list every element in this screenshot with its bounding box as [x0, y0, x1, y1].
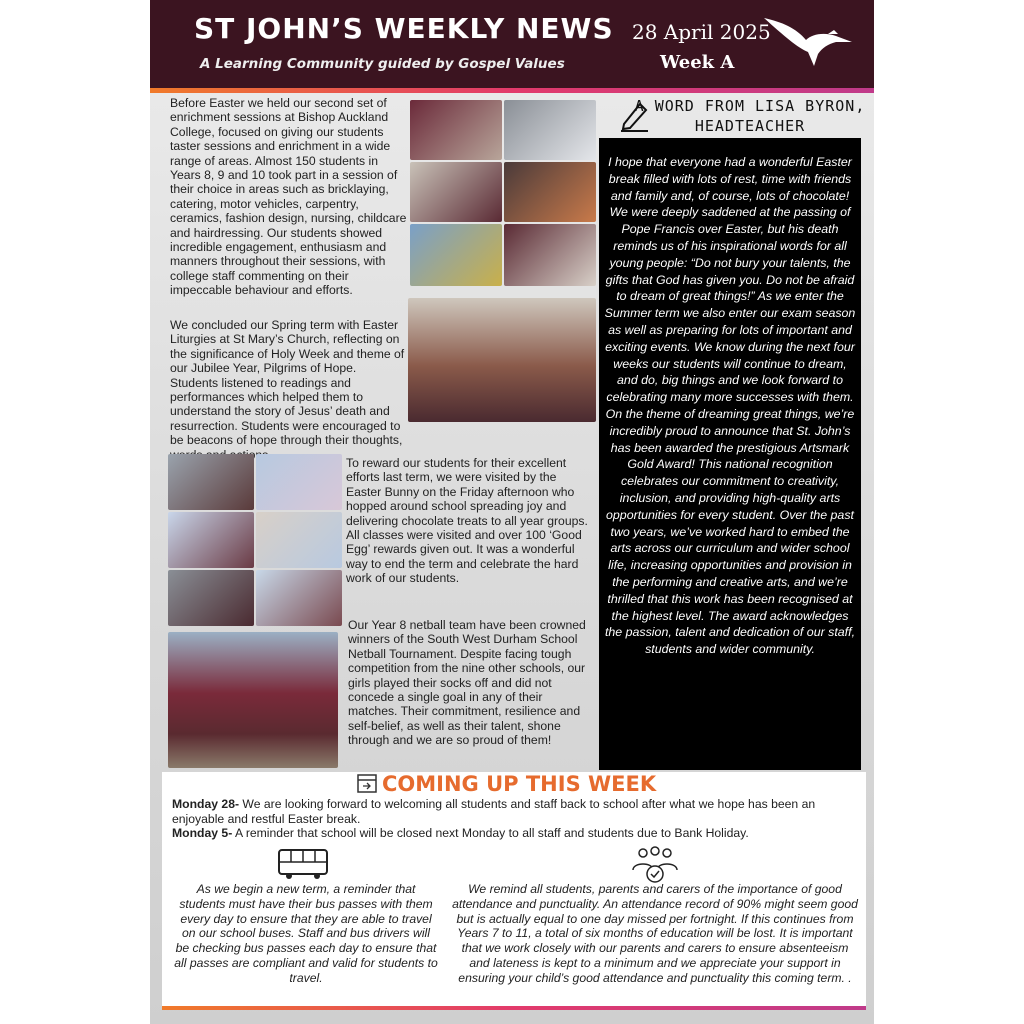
enrichment-photo-1: [410, 100, 502, 160]
headteacher-heading-line1: A WORD FROM LISA BYRON,: [634, 97, 866, 115]
easter-liturgies-article: We concluded our Spring term with Easter Liturgies at St Mary’s Church, reflecting on the significance of Holy Week and theme of our Jubilee Year, Pilgrims of Hope. Students listened to readings and performances which helped them to understand the story of Jesus’ death and resurrection. Students were encouraged to be beacons of hope through their thoughts,: [170, 318, 405, 448]
headteacher-heading-line2: HEADTEACHER: [694, 117, 806, 135]
issue-week: Week A: [660, 52, 735, 73]
bunny-photo-1: [168, 454, 254, 510]
headteacher-heading: [630, 96, 870, 136]
enrichment-article: Before Easter we held our second set of enrichment sessions at Bishop Auckland College, focused on giving our students taster sessions and enrichment in a wide range of areas. Almost 150 students in Years 8, 9 and 10 took part in a session of their choice in areas such as bricklaying, catering, motor vehicles, carpentry, ceramics, fashion design, nursing, childcare and hairdressing. Our students showed incredible engagement, enthusiasm and manners throughout their sessions, with college staff commenting on their impeccable behaviour and efforts.: [170, 96, 407, 298]
enrichment-photo-4: [504, 162, 596, 222]
enrichment-photo-6: [504, 224, 596, 286]
people-check-icon: [630, 846, 680, 884]
headteacher-message: I hope that everyone had a wonderful Easter break filled with lots of rest, time with friends and family and, of course, lots of chocolate! We were deeply saddened at the passing of Pope Francis over Easter, but his death reminds us of his inspirational words for all young people: “Do not bury your talents, the gifts that God has given you. Do not be afraid to dream of great things!” As we enter the Summer term we also enter our exam season as well as preparing for lots of important and exciting events. We know during the next four weeks our students will continue to dream, and do, big things and we look forward to celebrating many more successes with them. On the theme of dreaming great things, we’re incredibly proud to announce that St. John’s has been awarded the prestigious Artsmark Gold Award! This national recognition celebrates our commitment to creativity, inclusion, and providing high-quality arts opportunities for every student. Over the past two years, we’ve worked hard to embed the arts across our curriculum and wider school life, increasing opportunities and provision in the performing and creative arts, and we’re thrilled that this work has been recognised at the highest level. The award acknowledges the passion, talent and dedication of our staff, students and wider community.: [604, 155, 856, 657]
netball-team-photo: [168, 632, 338, 768]
coming-up-item-1: [172, 797, 852, 827]
newsletter-subtitle: A Learning Community guided by Gospel Values: [200, 56, 565, 72]
coming-up-title: COMING UP THIS WEEK: [382, 772, 657, 796]
newsletter-title: ST JOHN’S WEEKLY NEWS: [194, 12, 614, 45]
bunny-photo-3: [168, 512, 254, 568]
bus-icon: [277, 848, 329, 880]
bunny-photo-2: [256, 454, 342, 510]
bunny-photo-6: [256, 570, 342, 626]
calendar-icon: [356, 772, 378, 794]
enrichment-photo-3: [410, 162, 502, 222]
coming-up-text-2: A reminder that school will be closed next Monday to all staff and students due to Bank Holiday.: [232, 826, 749, 840]
bunny-photo-4: [256, 512, 342, 568]
bunny-photo-5: [168, 570, 254, 626]
enrichment-photo-2: [504, 100, 596, 160]
coming-up-item-2: [172, 826, 852, 841]
enrichment-photo-5: [410, 224, 502, 286]
coming-up-text-1: We are looking forward to welcoming all students and staff back to school after what we hope has been an enjoyable and restful Easter break.: [172, 797, 816, 826]
bus-pass-notice: As we begin a new term, a reminder that students must have their bus passes with them every day to ensure that they are able to travel on our school buses. Staff and bus drivers will be checking bus passes each day to ensure that all passes are compliant and valid for students to travel.: [174, 882, 438, 985]
coming-up-day-2: Monday 5-: [172, 826, 233, 840]
footer-stripe: [162, 1006, 866, 1010]
eagle-logo-icon: [762, 12, 854, 68]
easter-bunny-article: To reward our students for their excellent efforts last term, we were visited by the Easter Bunny on the Friday afternoon who hopped around school spreading joy and delivering chocolate treats to all year groups. All classes were visited and over 100 ‘Good Egg’ rewards given out. It was a wonderful way to end the term and celebrate the hard work of our students.: [346, 456, 588, 586]
coming-up-day-1: Monday 28-: [172, 797, 240, 811]
attendance-notice: We remind all students, parents and carers of the importance of good attendance and punctuality. An attendance record of 90% might seem good but is actually equal to one day missed per fortnight. If this continues from Years 7 to 11, a total of six months of education will be lost. It is important that we work closely with our parents and carers to ensure absenteeism and lateness is kept to a minimum and we appreciate your support in ensuring your child’s good attendance and punctuality this coming term. .: [452, 882, 858, 985]
netball-article: Our Year 8 netball team have been crowned winners of the South West Durham School Netball Tournament. Despite facing tough competition from the nine other schools, our girls played their socks off and did not concede a single goal in any of their matches. Their commitment, resilience and self-belief, as well as their talent, shone through and we are so proud of them!: [348, 618, 586, 748]
header-stripe: [150, 88, 874, 93]
issue-date: 28 April 2025: [632, 20, 771, 44]
newsletter-page: [150, 0, 874, 1024]
church-photo: [408, 298, 596, 422]
